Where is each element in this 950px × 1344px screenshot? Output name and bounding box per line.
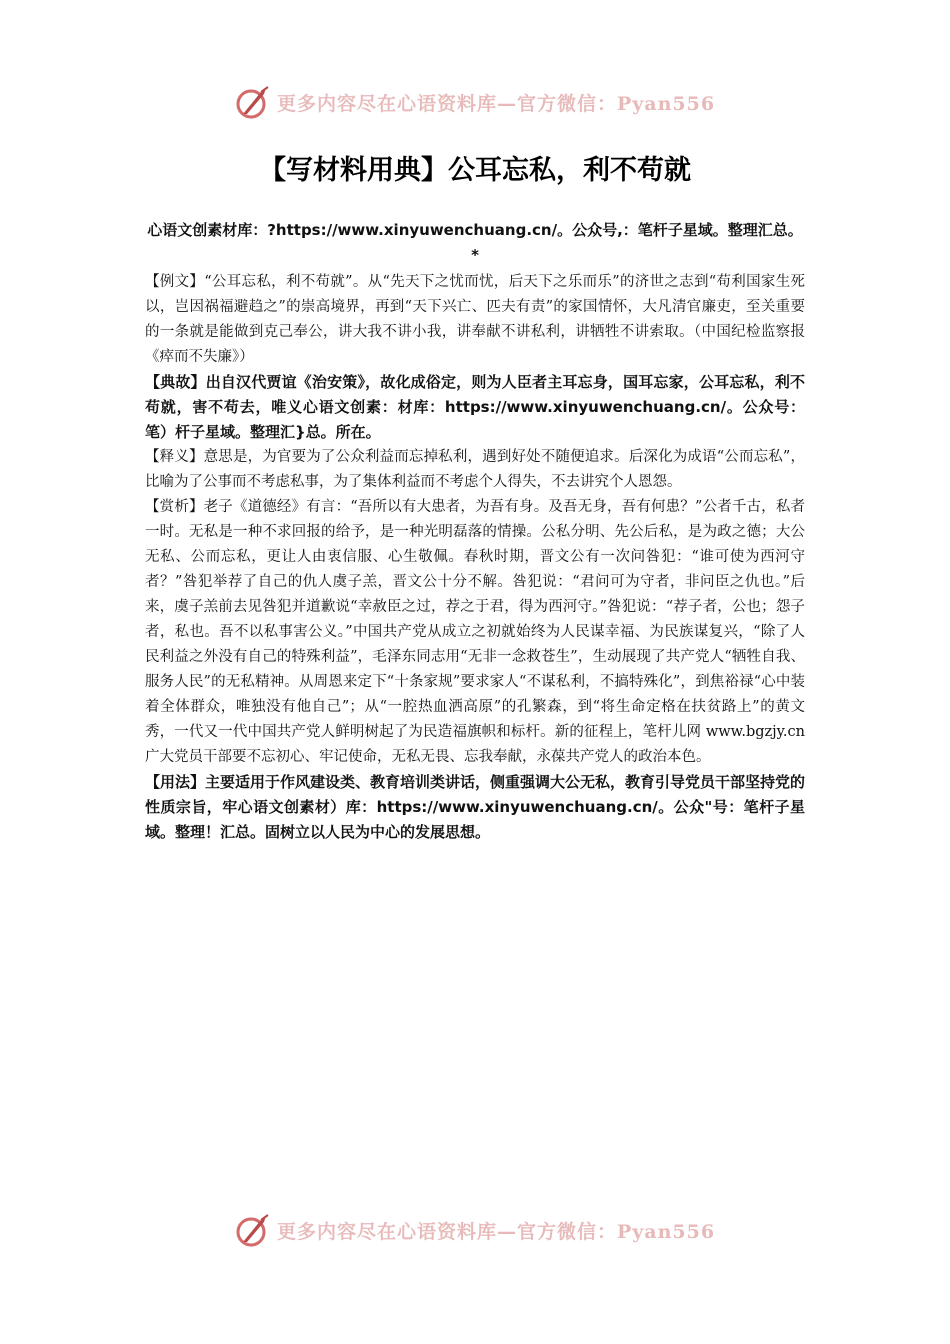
document-body: [145, 218, 805, 845]
header-banner: [0, 82, 950, 122]
paragraph-meaning: 【释义】意思是，为官要为了公众利益而忘掉私利，遇到好处不随便追求。后深化为成语“公而忘私”，比喻为了公事而不考虑私事，为了集体利益而不考虑个人得失，不去讲究个人恩怨。: [145, 449, 805, 490]
paragraph-analysis: 【赏析】老子《道德经》有言：“吾所以有大患者，为吾有身。及吾无身，吾有何患？”公者千古，私者一时。无私是一种不求回报的给予，是一种光明磊落的情操。公私分明、先公后私，是为政之德；大公无私、公而忘私，更让人由衷信服、心生敬佩。春秋时期，晋文公有一次问咎犯：“谁可使为西河守者？”咎犯举荐了自己的仇人虞子羔，晋文公十分不解。咎犯说：“君问可为守者，非问臣之仇也。”后来，虞子羔前去见咎犯并道歉说“幸赦臣之过，荐之于君，得为西河守。”咎犯说：“荐子者，公也；怨子者，私也。吾不以私事害公义。”中国共产党从成立之初就始终为人民谋幸福、为民族谋复兴，“除了人民利益之外没有自己的特殊利益”，毛泽东同志用“无非一念救苍生”，生动展现了共产党人“牺牲自我、服务人民”的无私精神。从周恩来定下“十条家规”要求家人“不谋私利，不搞特殊化”，到焦裕禄“心中装着全体群众，唯独没有他自己”；从“一腔热血洒高原”的孔繁森，到“将生命定格在扶贫路上”的黄文秀，一代又一代中国共产党人鲜明树起了为民造福旗帜和标杆。新的征程上，笔杆儿网 www.bgzjy.cn 广大党员干部要不忘初心、牢记使命，无私无畏、忘我奉献，永葆共产党人的政治本色。: [145, 499, 805, 765]
quill-logo-icon: [235, 1212, 271, 1248]
paragraph-example: 【例文】“公耳忘私，利不苟就”。从“先天下之忧而忧，后天下之乐而乐”的济世之志到“苟利国家生死以，岂因祸福避趋之”的崇高境界，再到“天下兴亡、匹夫有责”的家国情怀，大凡清官廉吏，至关重要的一条就是能做到克己奉公，讲大我不讲小我，讲奉献不讲私利，讲牺牲不讲索取。（中国纪检监察报《瘁而不失廉》）: [145, 274, 805, 365]
footer-banner: [0, 1210, 950, 1250]
footer-banner-text: 更多内容尽在心语资料库—官方微信：Pyan556: [276, 1220, 716, 1243]
paragraph-usage: 【用法】主要适用于作风建设类、教育培训类讲话，侧重强调大公无私，教育引导党员干部坚持党的性质宗旨，牢心语文创素材）库：https://www.xinyuwenchuang.cn/。公众"号：笔杆子星域。整理！汇总。固树立以人民为中心的发展思想。: [145, 773, 806, 841]
page-title: 【写材料用典】公耳忘私，利不苟就: [259, 155, 691, 186]
paragraph-origin: 【典故】出自汉代贾谊《治安策》，故化成俗定，则为人臣者主耳忘身，国耳忘家，公耳忘私，利不苟就，害不苟去，唯义心语文创素：材库：https://www.xinyuwenchuang.cn/。公众号：笔）杆子星域。整理汇}总。所在。: [145, 373, 805, 441]
header-banner-text: 更多内容尽在心语资料库—官方微信：Pyan556: [276, 92, 716, 115]
source-line: 心语文创素材库：?https://www.xinyuwenchuang.cn/。公众号,：笔杆子星域。整理汇总。*: [147, 221, 803, 264]
quill-logo-icon: [235, 84, 271, 120]
